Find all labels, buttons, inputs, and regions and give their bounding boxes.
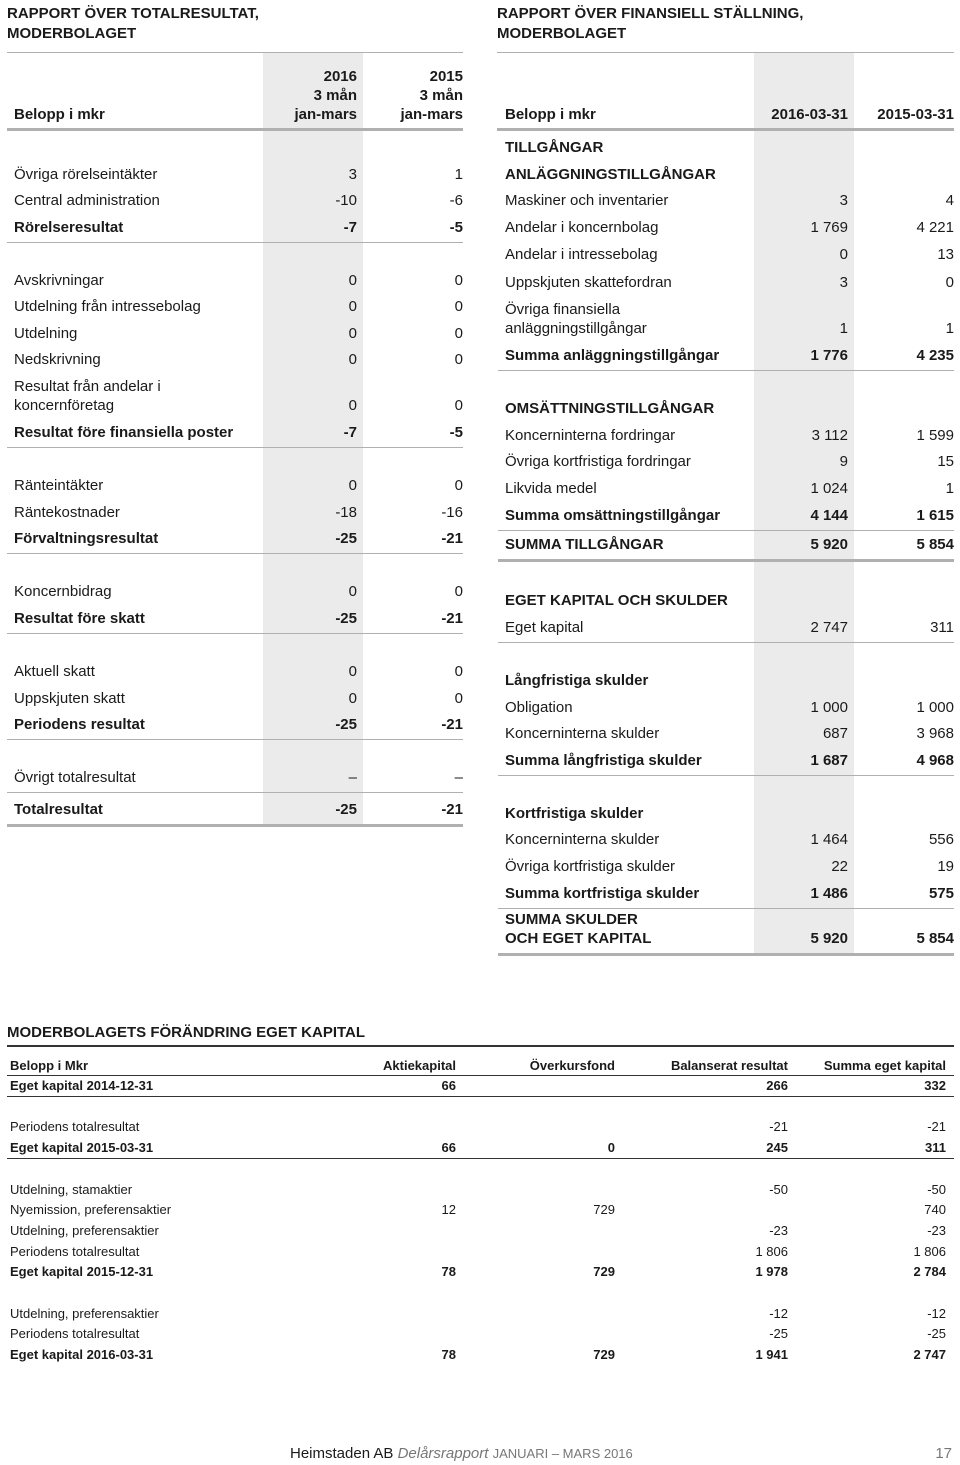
income-row-value-current: 0 (348, 690, 357, 707)
balance-row (505, 345, 954, 365)
balance-title: RAPPORT ÖVER FINANSIELL STÄLLNING, MODERBOLAGET (497, 5, 804, 42)
balance-row-value-current: 1 464 (810, 831, 848, 848)
income-row-label: Förvaltningsresultat (14, 530, 159, 547)
balance-row (505, 272, 954, 292)
balance-row (505, 910, 954, 948)
balance-row (505, 137, 954, 157)
balance-row (505, 425, 954, 445)
balance-header (505, 104, 954, 124)
income-row-value-current: -10 (335, 192, 357, 209)
balance-row-label: ANLÄGGNINGSTILLGÅNGAR (505, 166, 716, 183)
equity-cell: 0 (607, 1140, 615, 1155)
footer-period: JANUARI – MARS 2016 (492, 1446, 633, 1461)
equity-balance-row (10, 1139, 946, 1157)
balance-row-label: Summa kortfristiga skulder (505, 885, 700, 902)
income-row (14, 296, 463, 316)
balance-row-label: Andelar i intressebolag (505, 246, 658, 263)
equity-header-cell: Överkursfond (529, 1058, 615, 1073)
equity-cell: 66 (441, 1078, 456, 1093)
equity-cell: -12 (769, 1306, 788, 1321)
income-row-value-prior: 0 (454, 690, 463, 707)
balance-row-label: EGET KAPITAL OCH SKULDER (505, 592, 728, 609)
equity-row (10, 1305, 946, 1323)
balance-row (505, 505, 954, 525)
balance-header-label: Belopp i mkr (505, 106, 596, 123)
balance-row-value-current: 3 (839, 192, 848, 209)
equity-title-rule (7, 1045, 954, 1047)
balance-row (505, 398, 954, 418)
equity-balance-row (10, 1263, 946, 1281)
balance-row-value-prior: 4 221 (916, 219, 954, 236)
income-row-value-prior: 1 (454, 166, 463, 183)
equity-row (10, 1222, 946, 1240)
income-row (14, 799, 463, 819)
equity-cell: -21 (769, 1119, 788, 1134)
balance-title-rule (497, 52, 954, 53)
equity-cell: Eget kapital 2015-12-31 (10, 1264, 154, 1279)
equity-cell: 729 (593, 1347, 615, 1362)
balance-row (505, 829, 954, 849)
equity-header-cell: Belopp i Mkr (10, 1058, 89, 1073)
income-row-value-current: – (348, 769, 357, 786)
equity-cell: Nyemission, preferensaktier (10, 1202, 172, 1217)
balance-row-label: OMSÄTTNINGSTILLGÅNGAR (505, 400, 715, 417)
income-row-value-prior: 0 (454, 272, 463, 289)
balance-row (505, 803, 954, 823)
income-row (14, 377, 463, 415)
balance-row-value-prior: 5 854 (916, 930, 954, 947)
balance-row-rule (498, 370, 954, 371)
income-row-value-prior: – (454, 769, 463, 786)
balance-row-value-current: 1 776 (810, 347, 848, 364)
balance-row-label: Kortfristiga skulder (505, 805, 644, 822)
equity-cell: 78 (441, 1264, 456, 1279)
equity-row-rule (7, 1158, 954, 1159)
income-row-value-prior: 0 (454, 477, 463, 494)
equity-cell: -50 (927, 1182, 946, 1197)
balance-row (505, 244, 954, 264)
income-row-label: Avskrivningar (14, 272, 104, 289)
balance-row-value-prior: 4 968 (916, 752, 954, 769)
income-row-value-prior: -21 (441, 801, 463, 818)
income-row (14, 714, 463, 734)
income-row (14, 661, 463, 681)
balance-row-label: Summa omsättningstillgångar (505, 507, 721, 524)
income-row-value-current: 0 (348, 298, 357, 315)
equity-cell: 12 (441, 1202, 456, 1217)
income-row (14, 217, 463, 237)
balance-row-value-prior: 1 615 (916, 507, 954, 524)
balance-header-col2: 2015-03-31 (877, 106, 954, 123)
balance-row-label: Övriga kortfristiga fordringar (505, 453, 691, 470)
income-row-value-prior: 0 (454, 351, 463, 368)
income-row-rule (7, 824, 463, 827)
balance-row-value-current: 1 687 (810, 752, 848, 769)
equity-cell: -50 (769, 1182, 788, 1197)
income-title-rule (7, 52, 463, 53)
income-row-label: Övriga rörelseintäkter (14, 166, 158, 183)
balance-row-rule (498, 559, 954, 562)
footer-company: Heimstaden AB (290, 1445, 394, 1462)
balance-row-rule (498, 953, 954, 956)
income-row-value-prior: -5 (449, 219, 463, 236)
balance-row-value-current: 3 (839, 274, 848, 291)
balance-row-label: Summa anläggningstillgångar (505, 347, 720, 364)
balance-row-value-prior: 0 (945, 274, 954, 291)
income-row-value-current: 0 (348, 663, 357, 680)
balance-row-label: TILLGÅNGAR (505, 139, 604, 156)
equity-cell: 1 978 (755, 1264, 788, 1279)
income-row-label: Totalresultat (14, 801, 103, 818)
equity-cell: 332 (924, 1078, 946, 1093)
footer-report: Delårsrapport (397, 1445, 489, 1462)
balance-row (505, 217, 954, 237)
balance-row-label: SUMMA SKULDER OCH EGET KAPITAL (505, 911, 652, 947)
equity-row (10, 1243, 946, 1261)
balance-row-label: Långfristiga skulder (505, 672, 649, 689)
balance-row-value-current: 4 144 (810, 507, 848, 524)
income-row-value-current: 0 (348, 583, 357, 600)
equity-cell: Utdelning, preferensaktier (10, 1306, 159, 1321)
income-row-label: Aktuell skatt (14, 663, 95, 680)
income-row-value-current: -25 (335, 801, 357, 818)
equity-header-cell: Summa eget kapital (823, 1058, 946, 1073)
balance-row-rule (498, 530, 954, 531)
balance-row-label: Övriga kortfristiga skulder (505, 858, 676, 875)
equity-cell: 1 806 (755, 1244, 788, 1259)
equity-cell: Eget kapital 2015-03-31 (10, 1140, 154, 1155)
balance-row-value-current: 0 (839, 246, 848, 263)
balance-row (505, 670, 954, 690)
balance-row-value-prior: 556 (928, 831, 954, 848)
income-row-value-prior: -5 (449, 424, 463, 441)
balance-row-rule (498, 908, 954, 909)
equity-row (10, 1201, 946, 1219)
income-row-value-current: -25 (335, 610, 357, 627)
balance-row-value-prior: 15 (937, 453, 954, 470)
equity-title: MODERBOLAGETS FÖRÄNDRING EGET KAPITAL (7, 1024, 366, 1041)
income-row-value-prior: -21 (441, 610, 463, 627)
income-row (14, 767, 463, 787)
income-row (14, 349, 463, 369)
income-row-rule (7, 739, 463, 740)
income-row-label: Rörelseresultat (14, 219, 124, 236)
income-row-value-prior: -6 (449, 192, 463, 209)
balance-row (505, 164, 954, 184)
balance-header-col1: 2016-03-31 (771, 106, 848, 123)
balance-row-rule (498, 642, 954, 643)
balance-row-value-prior: 1 599 (916, 427, 954, 444)
balance-row-label: Andelar i koncernbolag (505, 219, 659, 236)
income-row-value-prior: -21 (441, 716, 463, 733)
income-row-value-current: 0 (348, 477, 357, 494)
balance-row (505, 750, 954, 770)
equity-row-rule (7, 1096, 954, 1097)
equity-cell: -23 (769, 1223, 788, 1238)
income-row-label: Nedskrivning (14, 351, 101, 368)
income-row (14, 323, 463, 343)
equity-cell: Periodens totalresultat (10, 1244, 140, 1259)
balance-row-value-prior: 13 (937, 246, 954, 263)
balance-row-value-prior: 1 (945, 480, 954, 497)
income-row-value-prior: 0 (454, 583, 463, 600)
equity-cell: 266 (766, 1078, 788, 1093)
income-row-value-current: 0 (348, 325, 357, 342)
balance-header-rule (497, 128, 954, 131)
equity-cell: 2 747 (913, 1347, 946, 1362)
footer-page-number: 17 (935, 1445, 952, 1462)
balance-row-value-current: 22 (831, 858, 848, 875)
equity-header (10, 1057, 946, 1075)
equity-cell: Eget kapital 2014-12-31 (10, 1078, 154, 1093)
equity-cell: -25 (927, 1326, 946, 1341)
income-header-col2: 2015 3 mån jan-mars (400, 68, 463, 123)
income-row-label: Periodens resultat (14, 716, 145, 733)
balance-row-value-current: 1 (839, 320, 848, 337)
equity-cell: Periodens totalresultat (10, 1326, 140, 1341)
income-header (14, 64, 463, 124)
income-row (14, 270, 463, 290)
equity-row (10, 1118, 946, 1136)
balance-row-value-current: 5 920 (810, 930, 848, 947)
income-row-label: Ränteintäkter (14, 477, 104, 494)
income-row-value-current: -25 (335, 530, 357, 547)
equity-cell: 2 784 (913, 1264, 946, 1279)
balance-row-label: Eget kapital (505, 619, 584, 636)
balance-row-value-prior: 3 968 (916, 725, 954, 742)
income-row-label: Resultat före skatt (14, 610, 145, 627)
equity-cell: 245 (766, 1140, 788, 1155)
equity-balance-row (10, 1077, 946, 1095)
balance-row-label: SUMMA TILLGÅNGAR (505, 536, 664, 553)
balance-row-value-prior: 5 854 (916, 536, 954, 553)
income-row-value-prior: -21 (441, 530, 463, 547)
equity-cell: 311 (925, 1140, 946, 1155)
income-row-value-current: 3 (348, 166, 357, 183)
equity-cell: Utdelning, preferensaktier (10, 1223, 159, 1238)
balance-row (505, 190, 954, 210)
income-row (14, 190, 463, 210)
balance-row-value-prior: 311 (930, 619, 954, 636)
footer (290, 1444, 633, 1464)
income-row (14, 528, 463, 548)
equity-header-cell: Aktiekapital (383, 1058, 456, 1073)
equity-header-cell: Balanserat resultat (670, 1058, 788, 1073)
balance-row (505, 300, 954, 338)
income-row-value-current: -7 (343, 424, 357, 441)
income-row (14, 164, 463, 184)
balance-row (505, 697, 954, 717)
income-row-value-current: -18 (335, 504, 357, 521)
income-row-value-prior: 0 (454, 663, 463, 680)
income-row-value-current: -7 (343, 219, 357, 236)
balance-row-value-current: 3 112 (811, 427, 848, 444)
balance-row-label: Koncerninterna skulder (505, 725, 660, 742)
balance-row-value-current: 1 769 (810, 219, 848, 236)
balance-row (505, 534, 954, 554)
balance-row-rule (498, 775, 954, 776)
equity-cell: 729 (593, 1202, 615, 1217)
balance-row-value-prior: 4 (945, 192, 954, 209)
income-row-value-prior: 0 (454, 397, 463, 414)
equity-cell: 78 (441, 1347, 456, 1362)
income-row (14, 502, 463, 522)
balance-row-label: Obligation (505, 699, 573, 716)
income-row-rule (7, 792, 463, 793)
balance-row-value-current: 1 486 (810, 885, 848, 902)
balance-row-label: Koncerninterna skulder (505, 831, 660, 848)
equity-cell: 1 941 (755, 1347, 788, 1362)
income-row-value-current: 0 (348, 351, 357, 368)
balance-row (505, 590, 954, 610)
income-row-label: Uppskjuten skatt (14, 690, 125, 707)
income-row-rule (7, 447, 463, 448)
balance-row-label: Maskiner och inventarier (505, 192, 669, 209)
income-row-value-current: 0 (348, 397, 357, 414)
equity-cell: -12 (927, 1306, 946, 1321)
equity-cell: 66 (441, 1140, 456, 1155)
income-row-label: Resultat från andelar i koncernföretag (14, 378, 161, 414)
income-row-label: Räntekostnader (14, 504, 120, 521)
balance-row-value-prior: 1 (945, 320, 954, 337)
equity-cell: Utdelning, stamaktier (10, 1182, 133, 1197)
income-row-label: Utdelning (14, 325, 78, 342)
balance-row-value-prior: 1 000 (916, 699, 954, 716)
balance-row-value-current: 9 (839, 453, 848, 470)
balance-row (505, 883, 954, 903)
income-header-label: Belopp i mkr (14, 106, 105, 123)
balance-row-value-current: 5 920 (810, 536, 848, 553)
income-row (14, 581, 463, 601)
equity-cell: Eget kapital 2016-03-31 (10, 1347, 154, 1362)
income-row-value-prior: 0 (454, 325, 463, 342)
equity-cell: -21 (927, 1119, 946, 1134)
income-row-label: Övrigt totalresultat (14, 769, 136, 786)
balance-row (505, 723, 954, 743)
income-row (14, 422, 463, 442)
equity-row (10, 1181, 946, 1199)
equity-header-rule (7, 1075, 954, 1076)
equity-cell: 740 (924, 1202, 946, 1217)
income-row-label: Koncernbidrag (14, 583, 112, 600)
equity-row (10, 1325, 946, 1343)
balance-row-value-current: 2 747 (810, 619, 848, 636)
income-row-rule (7, 553, 463, 554)
income-row (14, 475, 463, 495)
balance-row-label: Övriga finansiella anläggningstillgångar (505, 301, 647, 337)
balance-row (505, 478, 954, 498)
income-row-value-prior: -16 (441, 504, 463, 521)
income-row-label: Utdelning från intressebolag (14, 298, 201, 315)
income-row-value-prior: 0 (454, 298, 463, 315)
income-header-col1: 2016 3 mån jan-mars (294, 68, 357, 123)
income-row-label: Resultat före finansiella poster (14, 424, 234, 441)
income-header-rule (7, 128, 463, 131)
equity-cell: -23 (927, 1223, 946, 1238)
balance-row-label: Likvida medel (505, 480, 597, 497)
income-row-rule (7, 633, 463, 634)
balance-row-value-current: 1 024 (810, 480, 848, 497)
balance-row-value-prior: 4 235 (916, 347, 954, 364)
equity-cell: -25 (769, 1326, 788, 1341)
balance-row-value-current: 687 (822, 725, 848, 742)
balance-row-label: Koncerninterna fordringar (505, 427, 676, 444)
income-row-value-current: 0 (348, 272, 357, 289)
equity-balance-row (10, 1346, 946, 1364)
income-row (14, 688, 463, 708)
balance-row-label: Summa långfristiga skulder (505, 752, 702, 769)
equity-cell: 1 806 (913, 1244, 946, 1259)
balance-row-label: Uppskjuten skattefordran (505, 274, 672, 291)
equity-cell: 729 (593, 1264, 615, 1279)
income-row-label: Central administration (14, 192, 160, 209)
income-row-rule (7, 242, 463, 243)
income-title: RAPPORT ÖVER TOTALRESULTAT, MODERBOLAGET (7, 5, 259, 42)
income-row-value-current: -25 (335, 716, 357, 733)
balance-row-value-prior: 19 (937, 858, 954, 875)
balance-row (505, 856, 954, 876)
balance-row-value-current: 1 000 (810, 699, 848, 716)
balance-row-value-prior: 575 (928, 885, 954, 902)
balance-row (505, 617, 954, 637)
balance-row (505, 451, 954, 471)
income-row (14, 608, 463, 628)
equity-cell: Periodens totalresultat (10, 1119, 140, 1134)
